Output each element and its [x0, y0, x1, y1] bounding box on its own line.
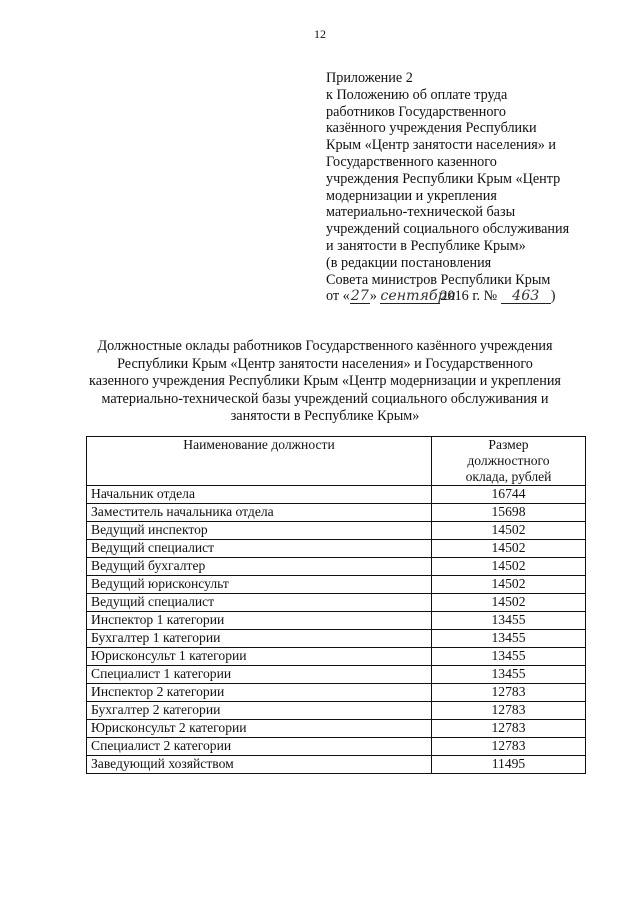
date-prefix: от «	[326, 288, 350, 305]
table-row	[87, 504, 586, 522]
date-year: 2016 г. №	[440, 288, 498, 305]
table-row	[87, 720, 586, 738]
table-row	[87, 684, 586, 702]
position-name-cell: Бухгалтер 2 категории	[87, 702, 432, 720]
salary-cell: 14502	[432, 576, 586, 594]
page-number: 12	[314, 27, 326, 41]
table-row	[87, 558, 586, 576]
salary-cell: 13455	[432, 648, 586, 666]
handwritten-day: 27	[350, 288, 369, 305]
appendix-block	[326, 70, 626, 305]
appendix-line: (в редакции постановления	[326, 254, 492, 271]
date-suffix: )	[550, 288, 556, 305]
appendix-line: и занятости в Республике Крым»	[326, 237, 526, 254]
table-row	[87, 738, 586, 756]
date-mid: »	[369, 288, 377, 305]
position-name-cell: Инспектор 1 категории	[87, 612, 432, 630]
table-row	[87, 666, 586, 684]
title-line: материально-технической базы учреждений социального обслуживания и	[101, 390, 549, 407]
header-salary-line: должностного	[467, 453, 550, 468]
position-name-cell: Начальник отдела	[87, 486, 432, 504]
salary-table	[86, 436, 586, 774]
position-name-cell: Специалист 1 категории	[87, 666, 432, 684]
appendix-line: к Положению об оплате труда	[326, 86, 508, 103]
table-body	[87, 486, 586, 774]
resolution-date-line	[326, 288, 626, 305]
appendix-line: модернизации и укрепления	[326, 187, 497, 204]
table-row	[87, 486, 586, 504]
position-name-cell: Ведущий бухгалтер	[87, 558, 432, 576]
appendix-line: Совета министров Республики Крым	[326, 271, 551, 288]
appendix-line: материально-технической базы	[326, 204, 516, 221]
appendix-line: Государственного казенного	[326, 153, 497, 170]
salary-cell: 12783	[432, 738, 586, 756]
table-row	[87, 612, 586, 630]
handwritten-month: сентября	[380, 288, 457, 305]
table-row	[87, 630, 586, 648]
table-row	[87, 756, 586, 774]
salary-cell: 14502	[432, 522, 586, 540]
table-row	[87, 540, 586, 558]
document-title	[80, 338, 570, 426]
appendix-line: казённого учреждения Республики	[326, 120, 537, 137]
salary-cell: 13455	[432, 666, 586, 684]
table-row	[87, 522, 586, 540]
salary-cell: 15698	[432, 504, 586, 522]
appendix-line: учреждения Республики Крым «Центр	[326, 170, 561, 187]
salary-cell: 14502	[432, 540, 586, 558]
position-name-cell: Заведующий хозяйством	[87, 756, 432, 774]
appendix-line: Крым «Центр занятости населения» и	[326, 137, 556, 154]
position-name-cell: Бухгалтер 1 категории	[87, 630, 432, 648]
position-name-cell: Юрисконсульт 1 категории	[87, 648, 432, 666]
title-line: Должностные оклады работников Государственного казённого учреждения	[97, 338, 553, 354]
salary-cell: 11495	[432, 756, 586, 774]
appendix-line: Приложение 2	[326, 70, 413, 86]
position-name-cell: Юрисконсульт 2 категории	[87, 720, 432, 738]
title-line: Республики Крым «Центр занятости населения» и Государственного	[117, 355, 533, 372]
header-salary	[432, 437, 586, 486]
position-name-cell: Заместитель начальника отдела	[87, 504, 432, 522]
handwritten-doc-number: 463	[501, 289, 551, 304]
position-name-cell: Ведущий специалист	[87, 594, 432, 612]
table-row	[87, 702, 586, 720]
table-row	[87, 594, 586, 612]
salary-cell: 13455	[432, 612, 586, 630]
table-row	[87, 648, 586, 666]
table-header-row	[87, 437, 586, 486]
position-name-cell: Ведущий инспектор	[87, 522, 432, 540]
salary-cell: 14502	[432, 558, 586, 576]
table-row	[87, 576, 586, 594]
salary-cell: 12783	[432, 702, 586, 720]
header-salary-line: оклада, рублей	[465, 469, 552, 484]
header-position-name: Наименование должности	[87, 437, 432, 486]
position-name-cell: Инспектор 2 категории	[87, 684, 432, 702]
position-name-cell: Ведущий специалист	[87, 540, 432, 558]
position-name-cell: Ведущий юрисконсульт	[87, 576, 432, 594]
position-name-cell: Специалист 2 категории	[87, 738, 432, 756]
salary-cell: 12783	[432, 684, 586, 702]
title-line: казенного учреждения Республики Крым «Центр модернизации и укрепления	[89, 373, 561, 390]
appendix-line: работников Государственного	[326, 103, 506, 120]
salary-cell: 14502	[432, 594, 586, 612]
salary-cell: 12783	[432, 720, 586, 738]
salary-cell: 13455	[432, 630, 586, 648]
salary-cell: 16744	[432, 486, 586, 504]
appendix-line: учреждений социального обслуживания	[326, 221, 570, 238]
header-salary-line: Размер	[488, 437, 529, 452]
title-line: занятости в Республике Крым»	[230, 408, 420, 425]
